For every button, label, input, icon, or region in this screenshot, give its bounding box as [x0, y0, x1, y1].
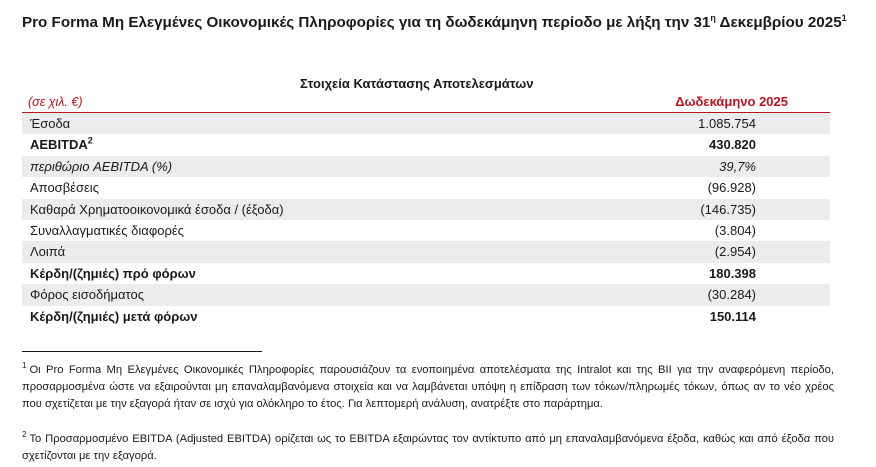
row-label: περιθώριο AEBITDA (%) [30, 158, 173, 174]
row-value: 150.114 [709, 308, 756, 324]
table-subtitle: Στοιχεία Κατάστασης Αποτελεσμάτων [300, 76, 534, 91]
table-row-aebitda-margin [22, 156, 830, 177]
row-label: Έσοδα [30, 116, 71, 131]
footnote-text: Οι Pro Forma Μη Ελεγμένες Οικονομικές Πληροφορίες παρουσιάζουν τα ενοποιημένα αποτελέσματα της Intralot και της BII για την αναφερόμενη περίοδο, προσαρμοσμένα ώστε να εξαιρούνται μη επαναλαμβανόμενα στοιχεία και να λαμβάνεται υπόψη η επίδραση των τόκων/πληρωμές τόκων, όπως αν το νέο χρέος που σχετίζεται με την εξαγορά ήταν σε ισχύ για ολόκληρο το έτος. Για λεπτομερή ανάλυση, ανατρέξτε στο παράρτημα. [22, 364, 834, 410]
title-text-after: Δεκεμβρίου 2025 [715, 14, 842, 31]
row-value: 1.085.754 [698, 116, 756, 131]
row-value: 39,7% [719, 158, 756, 174]
table-row-income-tax [22, 284, 830, 305]
row-label: Κέρδη/(ζημιές) μετά φόρων [30, 308, 198, 324]
table-row-depreciation [22, 177, 830, 198]
row-label: Λοιπά [30, 244, 66, 260]
footnote-divider [22, 351, 262, 352]
table-row-aebitda [22, 134, 830, 155]
table-header-row [22, 93, 830, 113]
footnote-1 [22, 362, 834, 413]
unit-label: (σε χιλ. €) [28, 95, 83, 109]
footnote-text: Το Προσαρμοσμένο EBITDA (Adjusted EBITDA) ορίζεται ως το EBITDA εξαιρώντας τον αντίκτυπο από μη επαναλαμβανόμενα έξοδα, καθώς και από έξοδα που σχετίζονται με την εξαγορά. [22, 433, 834, 462]
row-label: Φόρος εισοδήματος [30, 287, 144, 303]
table-row-fx-differences [22, 220, 830, 241]
row-label: Καθαρά Χρηματοοικονομικά έσοδα / (έξοδα) [30, 201, 284, 217]
table-row-profit-before-tax [22, 263, 830, 284]
row-label: Συναλλαγματικές διαφορές [30, 222, 184, 238]
row-label-text: AEBITDA [30, 137, 88, 153]
row-footnote-ref: 2 [87, 136, 93, 147]
row-label: Αποσβέσεις [30, 180, 99, 196]
table-row-revenue [22, 113, 830, 134]
row-value: (30.284) [707, 287, 756, 303]
title-day-superscript: η [710, 12, 716, 23]
row-label: Κέρδη/(ζημιές) πρό φόρων [30, 265, 196, 281]
title-text: Pro Forma Μη Ελεγμένες Οικονομικές Πληροφορίες για τη δωδεκάμηνη περίοδο με λήξη την 31 [22, 14, 711, 31]
table-row-profit-after-tax [22, 306, 830, 327]
footnote-number: 1 [22, 361, 27, 371]
document-title [22, 13, 862, 33]
column-header: Δωδεκάμηνο 2025 [675, 94, 788, 109]
row-label [30, 134, 93, 155]
income-statement-table [22, 113, 830, 327]
footnote-2 [22, 431, 834, 465]
row-value: (2.954) [714, 244, 756, 260]
row-value: (3.804) [714, 222, 756, 238]
table-row-other [22, 241, 830, 262]
table-row-net-finance [22, 199, 830, 220]
footnote-number: 2 [22, 430, 27, 440]
row-value: 430.820 [709, 137, 756, 153]
row-value: (96.928) [707, 180, 756, 196]
row-value: (146.735) [700, 201, 756, 217]
title-footnote-ref: 1 [841, 12, 847, 23]
row-value: 180.398 [709, 265, 756, 281]
